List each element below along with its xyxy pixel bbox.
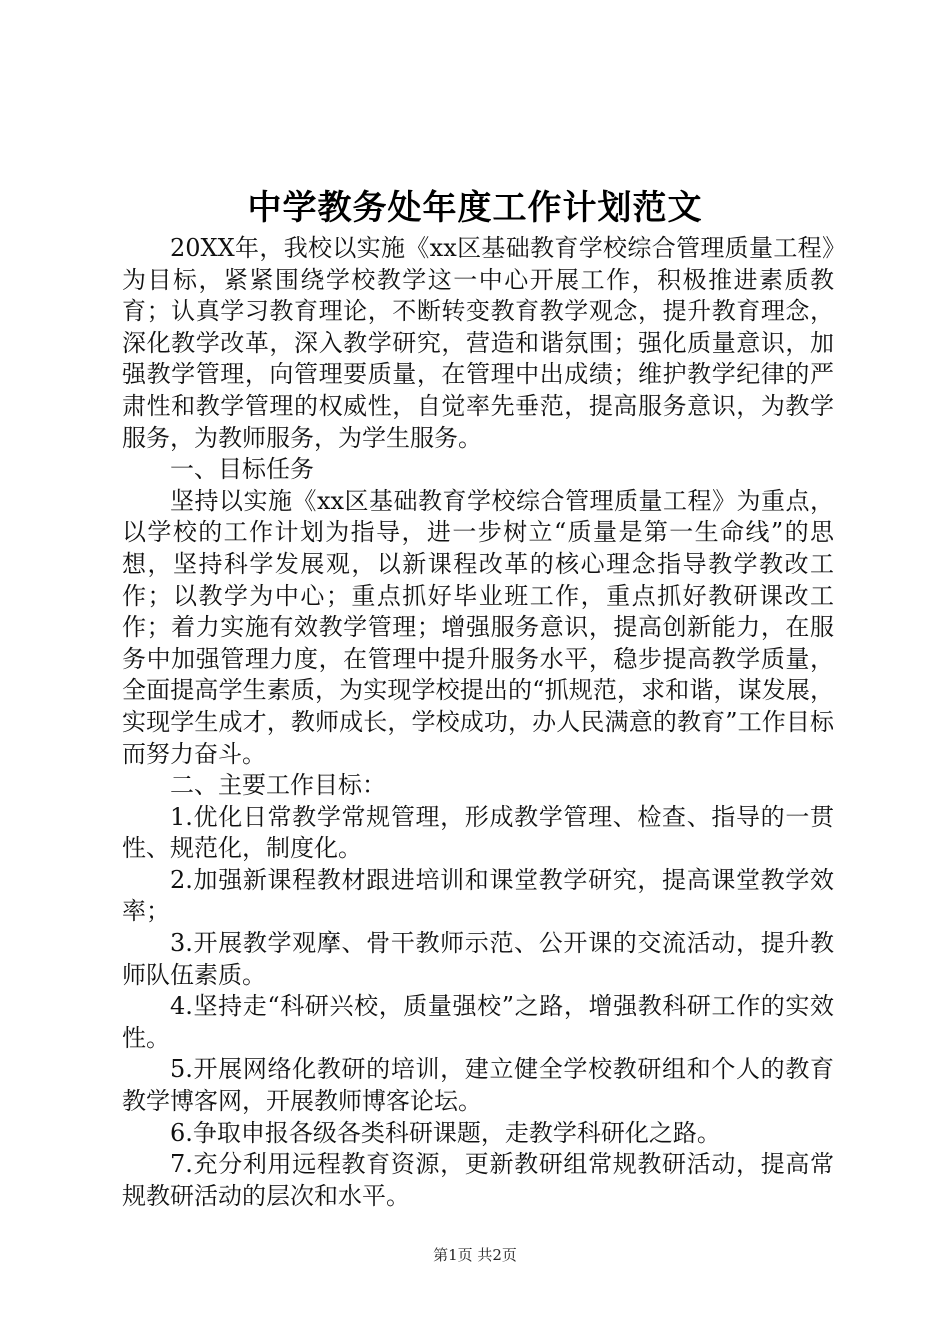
list-item-2: 2.加强新课程教材跟进培训和课堂教学研究，提高课堂教学效率； (122, 865, 834, 926)
list-item-6: 6.争取申报各级各类科研课题，走教学科研化之路。 (170, 1118, 721, 1147)
page-number-footer: 第1页 共2页 (433, 1246, 517, 1264)
goals-paragraph: 坚持以实施《xx区基础教育学校综合管理质量工程》为重点，以学校的工作计划为指导，进一步树立“质量是第一生命线”的思想，坚持科学发展观，以新课程改革的核心理念指导教学教改工作；以教学为中心；重点抓好毕业班工作，重点抓好教研课改工作；着力实施有效教学管理；增强服务意识，提高创新能力，在服务中加强管理力度，在管理中提升服务水平，稳步提高教学质量，全面提高学生素质，为实现学校提出的“抓规范，求和谐，谋发展，实现学生成才，教师成长，学校成功，办人民满意的教育”工作目标而努力奋斗。 (122, 486, 834, 768)
list-item-7: 7.充分利用远程教育资源，更新教研组常规教研活动，提高常规教研活动的层次和水平。 (122, 1150, 834, 1210)
section-heading-main-targets: 二、主要工作目标： (170, 771, 386, 800)
section-heading-goals: 一、目标任务 (170, 455, 314, 484)
list-item-1: 1.优化日常教学常规管理，形成教学管理、检查、指导的一贯性、规范化，制度化。 (122, 802, 834, 863)
list-item-4: 4.坚持走“科研兴校，质量强校”之路，增强教科研工作的实效性。 (122, 992, 834, 1052)
document-body (122, 233, 834, 1212)
list-item-5: 5.开展网络化教研的培训，建立健全学校教研组和个人的教育教学博客网，开展教师博客论坛。 (122, 1055, 834, 1116)
document-title: 中学教务处年度工作计划范文 (247, 188, 703, 228)
intro-paragraph: 20XX年，我校以实施《xx区基础教育学校综合管理质量工程》为目标，紧紧围绕学校教学这一中心开展工作，积极推进素质教育；认真学习教育理论，不断转变教育教学观念，提升教育理念，深化教学改革，深入教学研究，营造和谐氛围；强化质量意识，加强教学管理，向管理要质量，在管理中出成绩；维护教学纪律的严肃性和教学管理的权威性，自觉率先垂范，提高服务意识，为教学服务，为教师服务，为学生服务。 (122, 234, 834, 452)
list-item-3: 3.开展教学观摩、骨干教师示范、公开课的交流活动，提升教师队伍素质。 (122, 929, 834, 989)
